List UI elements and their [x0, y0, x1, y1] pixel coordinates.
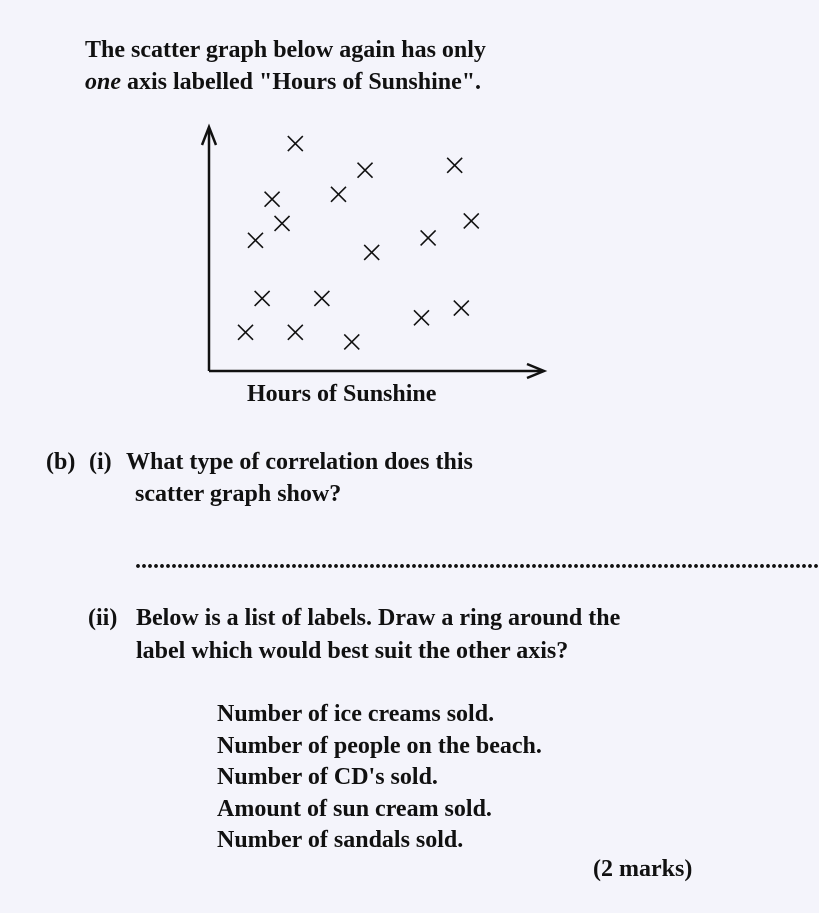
y-axis	[202, 127, 216, 371]
x-axis	[209, 364, 544, 378]
part-ii-line-1	[88, 602, 620, 635]
part-i-line-1: What type of correlation does this	[126, 449, 473, 475]
scatter-point	[331, 187, 346, 202]
intro-emphasis: one	[85, 69, 121, 95]
question-number: (b)	[46, 449, 76, 475]
scatter-point	[447, 158, 462, 173]
option-sandals[interactable]: Number of sandals sold.	[217, 827, 464, 853]
scatter-point	[265, 192, 280, 207]
scatter-point	[248, 233, 263, 248]
marks-label: (2 marks)	[593, 856, 693, 882]
intro-line-2	[85, 66, 486, 98]
part-ii-text-1: Below is a list of labels. Draw a ring around the	[136, 605, 621, 631]
scatter-point	[464, 213, 479, 228]
scatter-point	[358, 163, 373, 178]
question-b-line-1	[46, 446, 473, 478]
scatter-point	[344, 334, 359, 349]
part-ii-label: (ii)	[88, 605, 118, 631]
data-points	[238, 136, 479, 349]
intro-line-2-rest: axis labelled "Hours of Sunshine".	[121, 69, 482, 95]
intro-line-1: The scatter graph below again has only	[85, 37, 486, 63]
x-axis-label: Hours of Sunshine	[247, 381, 437, 407]
option-ice-creams[interactable]: Number of ice creams sold.	[217, 701, 495, 727]
part-i-label: (i)	[89, 449, 112, 475]
scatter-point	[421, 230, 436, 245]
part-i-line-2: scatter graph show?	[135, 481, 342, 507]
scatter-point	[255, 291, 270, 306]
scatter-point	[275, 216, 290, 231]
scatter-point	[364, 245, 379, 260]
scatter-point	[414, 310, 429, 325]
label-options	[217, 699, 542, 857]
answer-line[interactable]: ..................................................................................................................	[135, 548, 819, 574]
part-ii-line-2: label which would best suit the other axis?	[136, 638, 569, 664]
question-b	[46, 446, 473, 510]
option-sun-cream[interactable]: Amount of sun cream sold.	[217, 795, 492, 822]
scatter-point	[238, 325, 253, 340]
option-people-beach[interactable]: Number of people on the beach.	[217, 732, 542, 759]
intro-text	[85, 34, 486, 98]
question-b-part-ii	[88, 602, 620, 668]
scatter-point	[454, 301, 469, 316]
scatter-graph	[195, 115, 555, 385]
scatter-point	[288, 136, 303, 151]
option-cds[interactable]: Number of CD's sold.	[217, 764, 438, 790]
scatter-point	[314, 291, 329, 306]
scatter-point	[288, 325, 303, 340]
